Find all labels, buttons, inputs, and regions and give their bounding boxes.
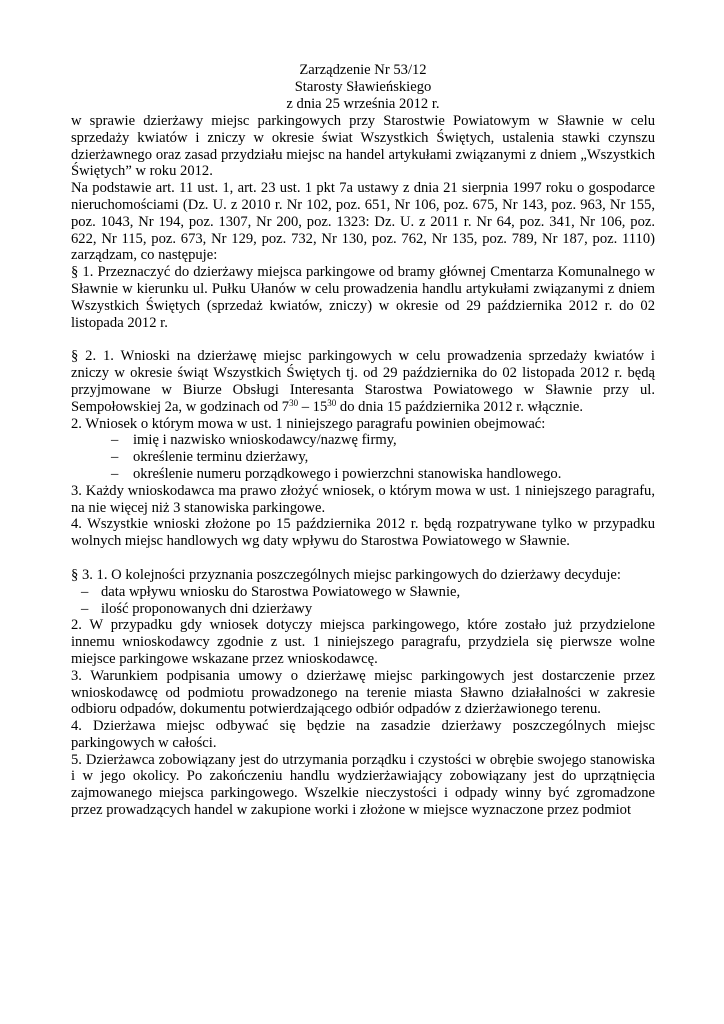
section-1: § 1. Przeznaczyć do dzierżawy miejsca parkingowe od bramy głównej Cmentarza Komunalnego w Sławnie w kierunku ul. Pułku Ułanów w celu prowadzenia handlu artykułami związanymi z dniem Wszystkich Świętych (sprzedaż kwiatów, zniczy) w okresie od 29 października 2012 r. do 02 listopada 2012 r. bbox=[71, 264, 655, 331]
section-2-point-1: § 2. 1. Wnioski na dzierżawę miejsc parkingowych w celu prowadzenia sprzedaży kwiatów i zniczy w okresie świąt Wszystkich Świętych tj. od 29 października do 02 listopada 2012 r. będą przyjmowane w Biurze Obsługi Interesanta Starostwa Powiatowego w Sławnie przy ul. Sempołowskiej 2a, w godzinach od $7^{30} - 15^{30}$ do dnia 15 października 2012 r. włącznie. bbox=[71, 348, 655, 415]
list-item: – określenie numeru porządkowego i powierzchni stanowiska handlowego. bbox=[111, 465, 562, 482]
section-3-point-2: 2. W przypadku gdy wniosek dotyczy miejsca parkingowego, które zostało już przydzielone innemu wnioskodawcy zgodnie z ust. 1 niniejszego paragrafu, przydziela się pierwsze wolne miejsce parkingowe wskazane przez wnioskodawcę. bbox=[71, 617, 655, 667]
dash-bullet: – bbox=[111, 432, 119, 449]
dash-bullet: – bbox=[111, 465, 119, 482]
section-2-point-2: 2. Wniosek o którym mowa w ust. 1 niniejszego paragrafu powinien obejmować: bbox=[71, 415, 546, 432]
section-2-point-4: 4. Wszystkie wnioski złożone po 15 października 2012 r. będą rozpatrywane tylko w przypadku wolnych miejsc handlowych wg daty wpływu do Starostwa Powiatowego w Sławnie. bbox=[71, 516, 655, 550]
legal-basis-paragraph: Na podstawie art. 11 ust. 1, art. 23 ust. 1 pkt 7a ustawy z dnia 21 sierpnia 1997 roku o gospodarce nieruchomościami (Dz. U. z 2010 r. Nr 102, poz. 651, Nr 106, poz. 675, Nr 143, poz. 963, Nr 155, poz. 1043, Nr 194, poz. 1307, Nr 200, poz. 1323: Dz. U. z 2011 r. Nr 64, poz. 341, Nr 106, poz. 622, Nr 115, poz. 673, Nr 129, poz. 732, Nr 130, poz. 762, Nr 135, poz. 789, Nr 187, poz. 1110) zarządzam, co następuje: bbox=[71, 180, 655, 264]
section-3 bbox=[71, 567, 655, 819]
dash-bullet: – bbox=[81, 600, 89, 617]
hour-start-superscript: 30 bbox=[289, 397, 299, 408]
section-2-point-3: 3. Każdy wnioskodawca ma prawo złożyć wniosek, o którym mowa w ust. 1 niniejszego paragrafu, na nie więcej niż 3 stanowiska parkingowe. bbox=[71, 482, 655, 516]
issuer: Starosty Sławieńskiego bbox=[294, 79, 432, 95]
section-3-point-4: 4. Dzierżawa miejsc odbywać się będzie na zasadzie dzierżawy poszczególnych miejsc parkingowych w całości. bbox=[71, 718, 655, 751]
dash-bullet: – bbox=[111, 449, 119, 466]
section-3-point-3: 3. Warunkiem podpisania umowy o dzierżawę miejsc parkingowych jest dostarczenie przez wnioskodawcę od podmiotu prowadzonego na terenie miasta Sławno działalności w zakresie odbioru odpadów, dokumentu potwierdzającego odbiór odpadów z dzierżawionego terenu. bbox=[71, 667, 655, 718]
section-2 bbox=[71, 348, 655, 550]
document-header bbox=[71, 62, 655, 113]
hour-end-superscript: 30 bbox=[327, 397, 337, 408]
list-item: – imię i nazwisko wnioskodawcy/nazwę firmy, bbox=[111, 432, 397, 449]
list-item: – określenie terminu dzierżawy, bbox=[111, 449, 309, 466]
section-3-point-1: § 3. 1. O kolejności przyznania poszczególnych miejsc parkingowych do dzierżawy decyduje: bbox=[71, 566, 621, 583]
ordinance-number: Zarządzenie Nr 53/12 bbox=[299, 62, 427, 78]
dash-bullet: – bbox=[81, 583, 89, 600]
section-3-point-5: 5. Dzierżawca zobowiązany jest do utrzymania porządku i czystości w obrębie swojego stanowiska i w jego okolicy. Po zakończeniu handlu wydzierżawiający zobowiązany jest do uprzątnięcia zajmowanego miejsca parkingowego. Wszelkie nieczystości i odpady winny być zgromadzone przez prowadzących handel w zakupione worki i złożone w miejsce wyznaczone przez podmiot bbox=[71, 751, 655, 819]
allocation-criteria-list bbox=[71, 584, 655, 618]
issue-date: z dnia 25 września 2012 r. bbox=[286, 96, 440, 112]
document-page bbox=[71, 62, 655, 819]
list-item: – ilość proponowanych dni dzierżawy bbox=[81, 600, 313, 617]
list-item: – data wpływu wniosku do Starostwa Powiatowego w Sławnie, bbox=[81, 583, 461, 600]
application-contents-list bbox=[71, 432, 655, 482]
subject-paragraph: w sprawie dzierżawy miejsc parkingowych przy Starostwie Powiatowym w Sławnie w celu sprzedaży kwiatów i zniczy w okresie świat Wszystkich Świętych, ustalenia stawki czynszu dzierżawnego oraz zasad przydziału miejsc na handel artykułami związanymi z dniem „Wszystkich Świętych” w roku 2012. bbox=[71, 113, 655, 180]
